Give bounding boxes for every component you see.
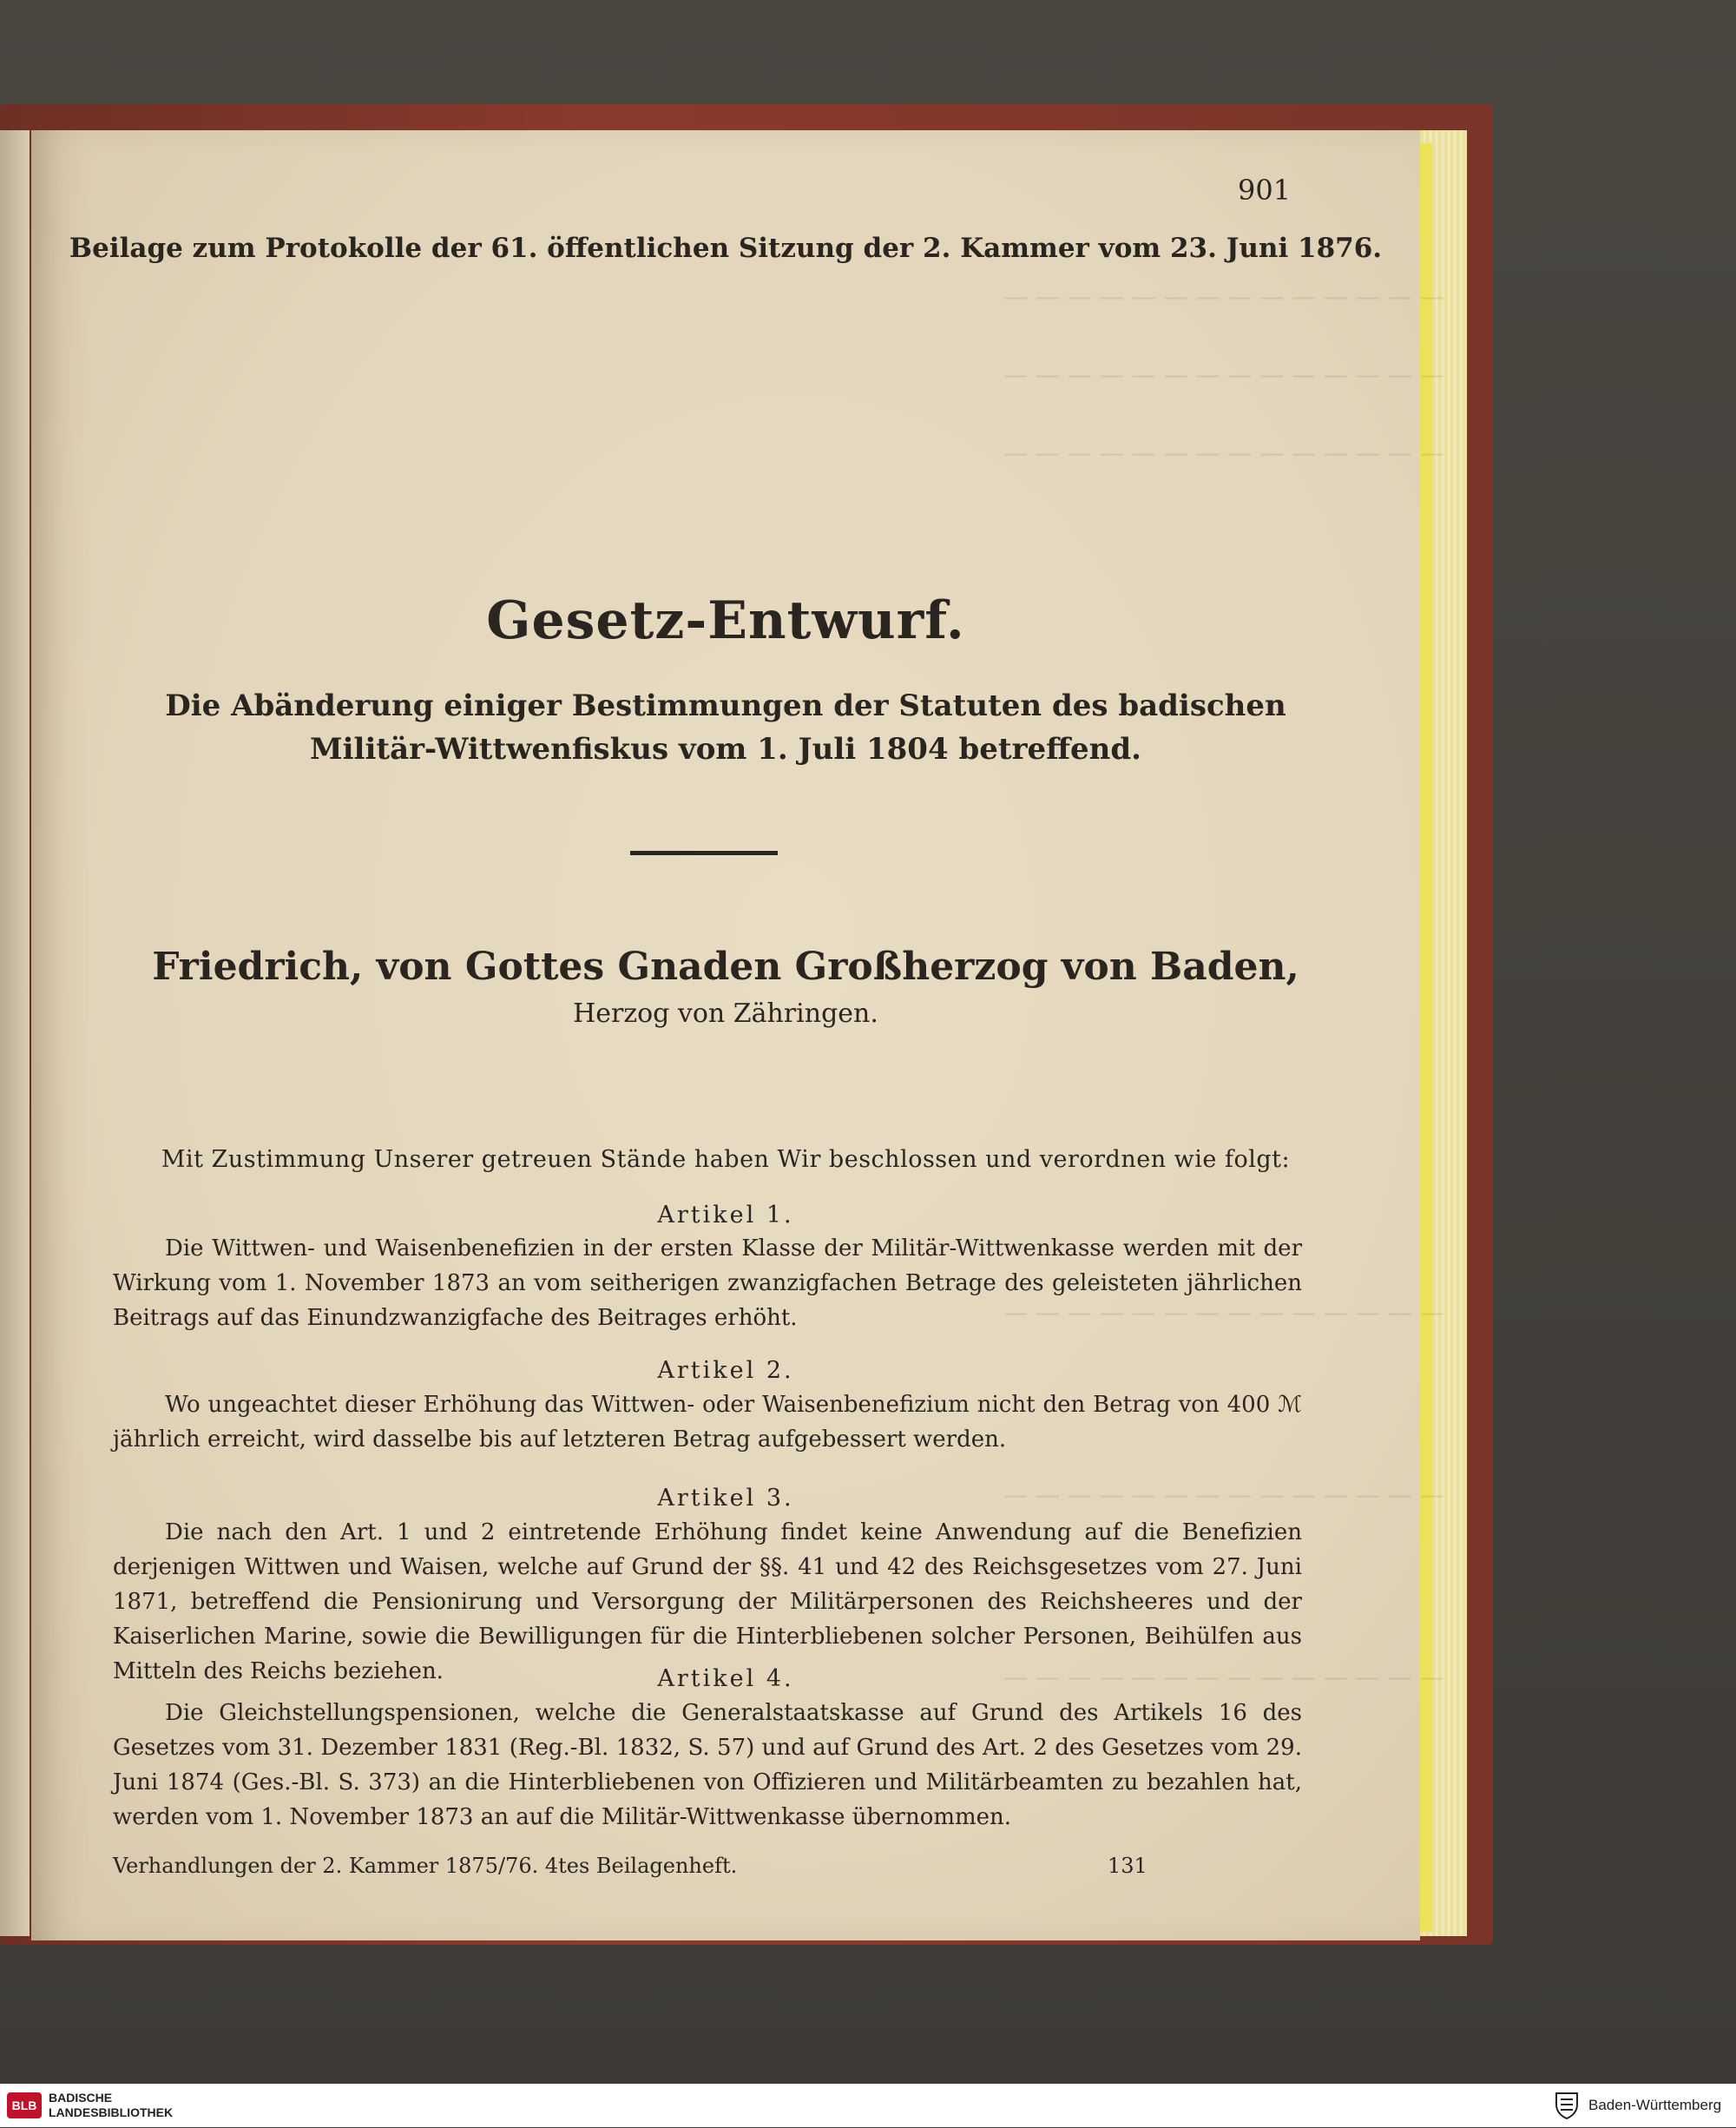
sovereign-title: Friedrich, von Gottes Gnaden Großherzog von Baden, <box>152 945 1299 989</box>
show-through: — — — — — — — — — — — — — — <box>1003 438 1444 467</box>
blb-logo-icon[interactable]: BLB <box>7 2092 42 2118</box>
document-subtitle: Die Abänderung einiger Bestimmungen der Statuten des badischen Militär-Wittwenfiskus vom 1. Juli 1804 betreffend. <box>165 688 1286 767</box>
sovereign-subtitle: Herzog von Zähringen. <box>573 998 878 1029</box>
page-number: 901 <box>1238 174 1292 207</box>
show-through: — — — — — — — — — — — — — — <box>1003 360 1444 389</box>
show-through: — — — — — — — — — — — — — — <box>1003 1663 1444 1691</box>
divider-rule <box>630 851 778 855</box>
preamble: Mit Zustimmung Unserer getreuen Stände haben Wir beschlossen und verordnen wie folgt: <box>161 1146 1291 1173</box>
article-heading: Artikel 1. <box>657 1202 794 1229</box>
document-page <box>31 130 1444 1940</box>
library-name-line2: LANDESBIBLIOTHEK <box>49 2105 174 2119</box>
library-footer-bar <box>0 2084 1736 2127</box>
article-heading: Artikel 2. <box>657 1357 794 1384</box>
article-text: Die Wittwen- und Waisenbenefizien in der ersten Klasse der Militär-Wittwenkasse werden mit der Wirkung vom 1. November 1873 an vom seitherigen zwanzigfachen Betrage des geleisteten jährlichen Beitrags auf das Einundzwanzigfache des Beitrages erhöht. <box>113 1235 1302 1331</box>
article-text: Die nach den Art. 1 und 2 eintretende Erhöhung findet keine Anwendung auf die Benefizien derjenigen Wittwen und Waisen, welche auf Grund der §§. 41 und 42 des Reichsgesetzes vom 27. Juni 1871, betreffend die Pensionirung und Versorgung der Militärpersonen des Reichsheeres und der Kaiserlichen Marine, sowie die Bewilligungen für die Hinterbliebenen solcher Personen, Beihülfen aus Mitteln des Reichs beziehen. <box>113 1519 1302 1684</box>
footer-source: Verhandlungen der 2. Kammer 1875/76. 4tes Beilagenheft. <box>113 1854 738 1878</box>
article-heading: Artikel 4. <box>657 1665 794 1692</box>
library-name[interactable] <box>49 2091 173 2120</box>
article-heading: Artikel 3. <box>657 1485 794 1512</box>
show-through: — — — — — — — — — — — — — — <box>1003 1480 1444 1509</box>
document-title: Gesetz-Entwurf. <box>486 590 965 651</box>
coat-of-arms-icon[interactable] <box>1554 2091 1580 2120</box>
footer-signature: 131 <box>1108 1854 1147 1878</box>
show-through: — — — — — — — — — — — — — — <box>1003 1298 1444 1327</box>
article-text: Wo ungeachtet dieser Erhöhung das Wittwen- oder Waisenbenefizium nicht den Betrag von 400 ℳ jährlich erreicht, wird dasselbe bis auf letzteren Betrag aufgebessert werden. <box>113 1392 1302 1453</box>
previous-page-edge <box>0 130 30 1936</box>
article-text: Die Gleichstellungspensionen, welche die Generalstaatskasse auf Grund des Artikels 16 des Gesetzes vom 31. Dezember 1831 (Reg.-Bl. 1832, S. 57) und auf Grund des Art. 2 des Gesetzes vom 29. Juni 1874 (Ges.-Bl. S. 373) an die Hinterbliebenen von Offizieren und Militärbeamten zu bezahlen hat, werden vom 1. November 1873 an auf die Militär-Wittwenkasse übernommen. <box>113 1700 1302 1830</box>
library-name-line1: BADISCHE <box>49 2091 113 2105</box>
show-through: — — — — — — — — — — — — — — <box>1003 282 1444 311</box>
page-header: Beilage zum Protokolle der 61. öffentlichen Sitzung der 2. Kammer vom 23. Juni 1876. <box>69 233 1383 264</box>
state-name[interactable]: Baden-Württemberg <box>1588 2097 1722 2113</box>
